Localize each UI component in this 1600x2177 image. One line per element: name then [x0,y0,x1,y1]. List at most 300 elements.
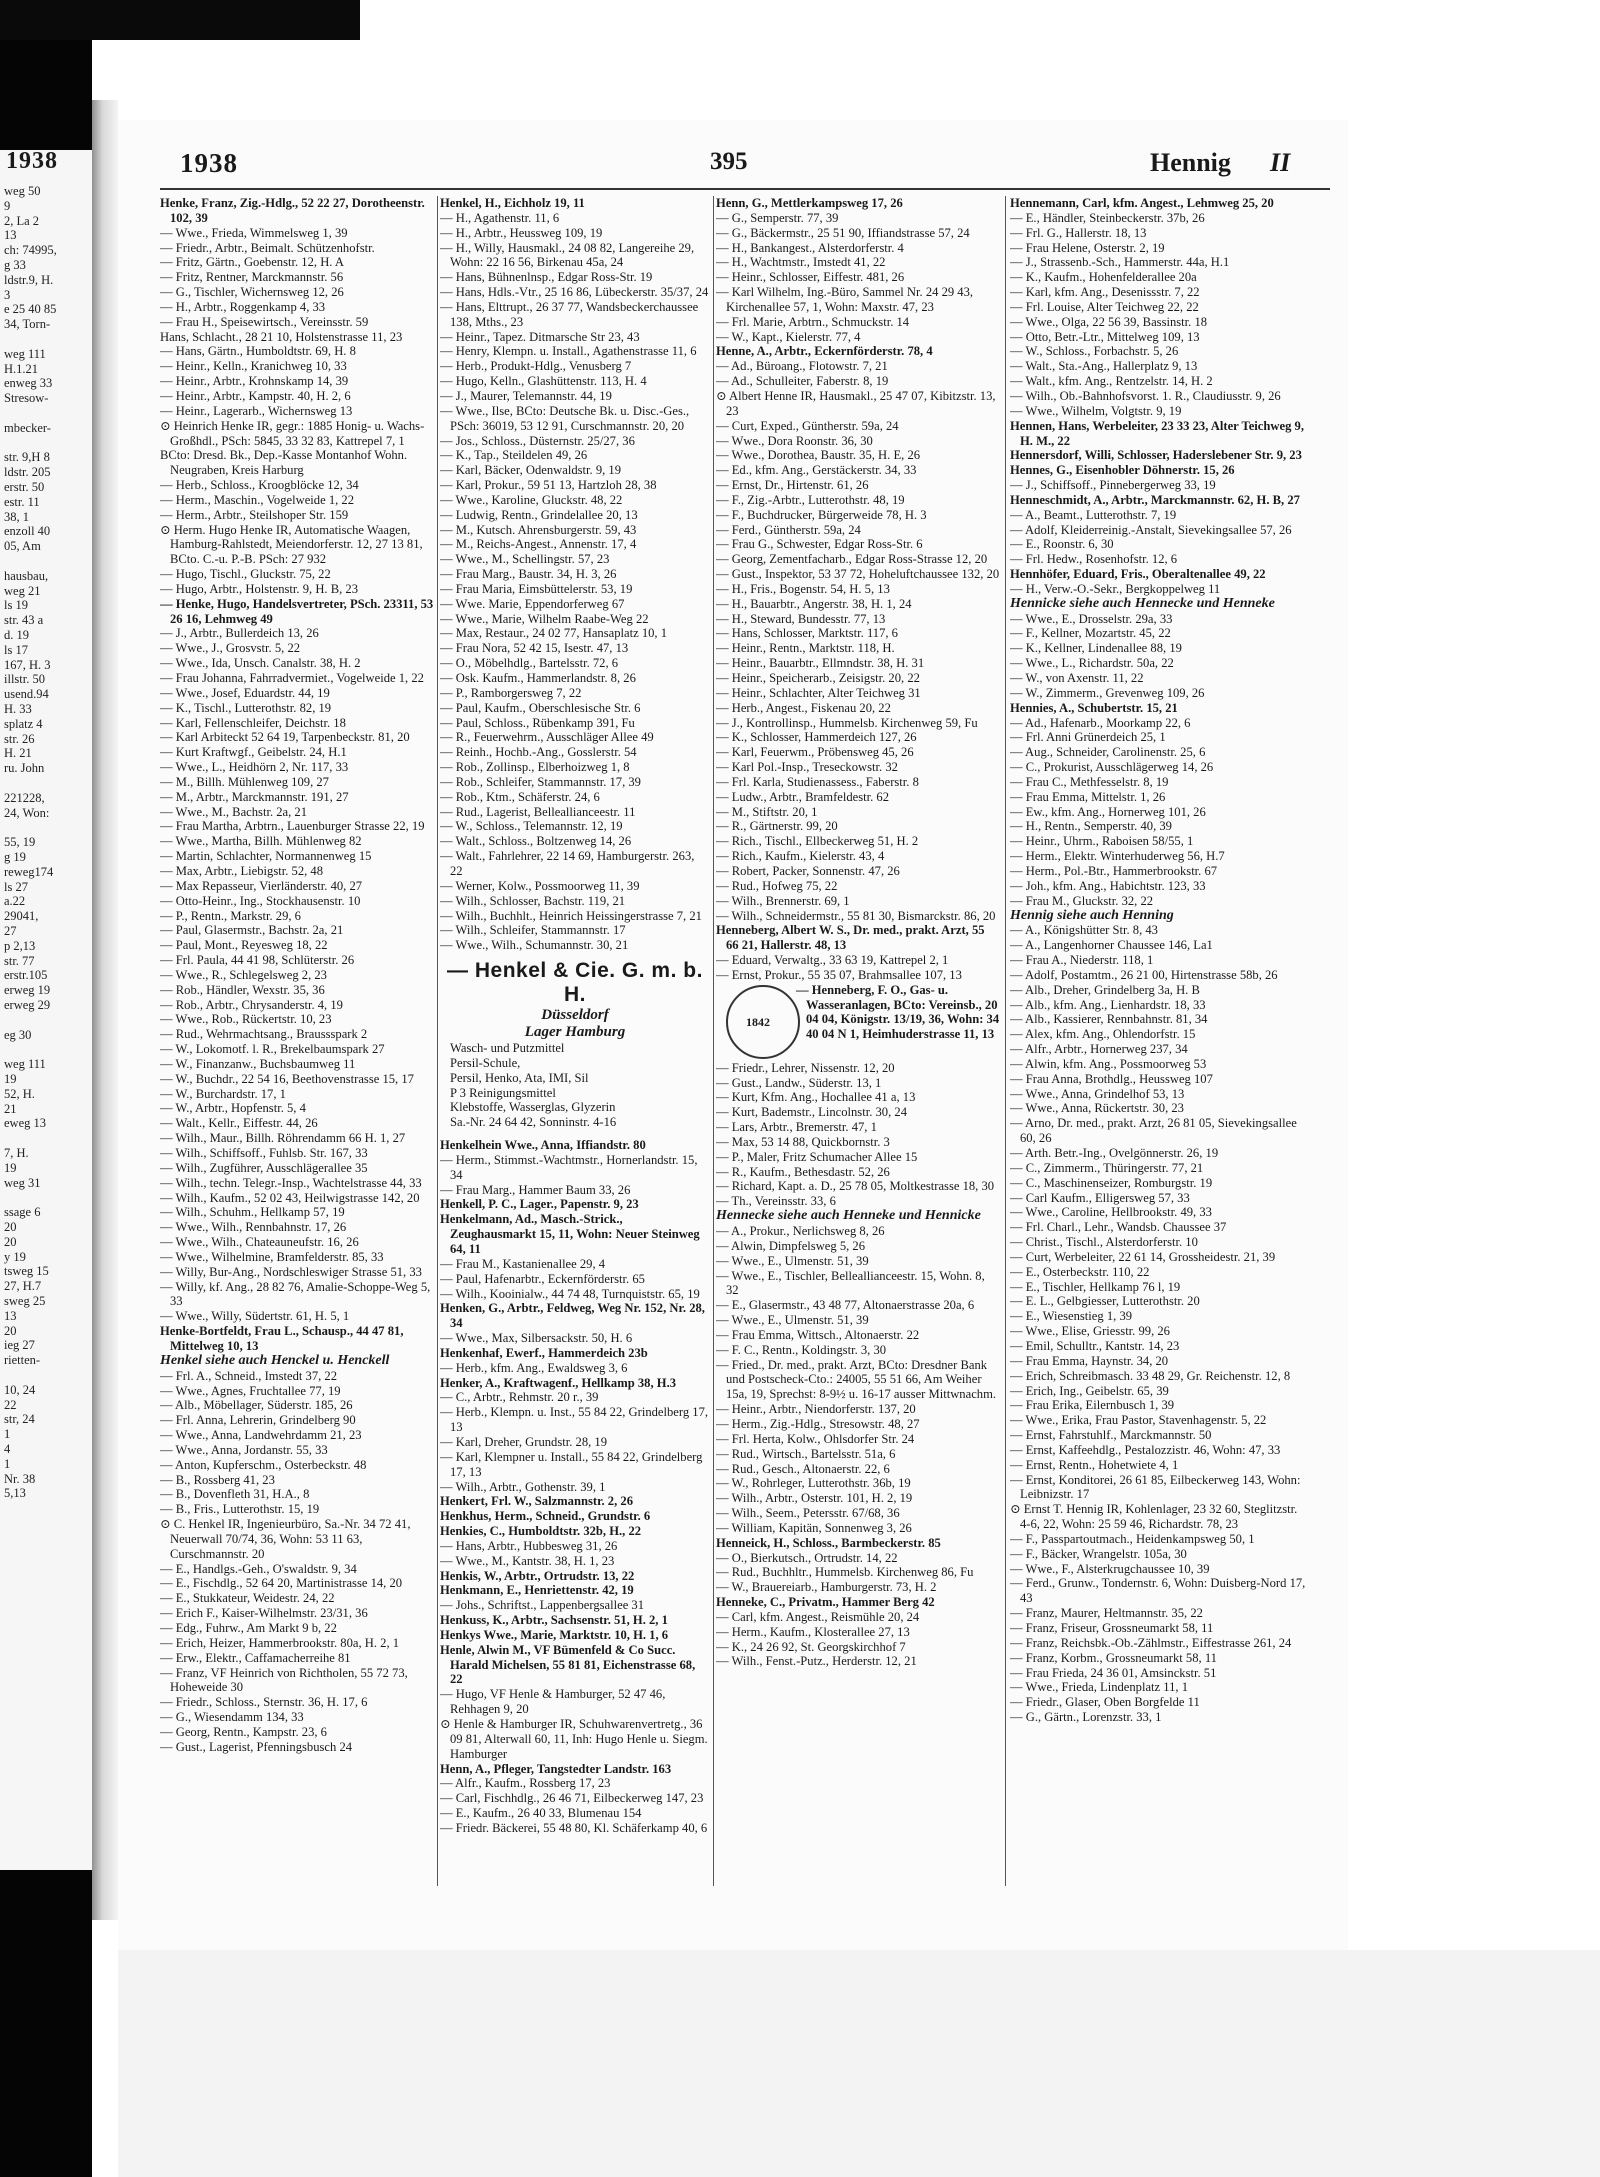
entry-text: — Max, Arbtr., Liebigstr. 52, 48 [160,863,324,878]
adjacent-page-fragment: splatz 4 [4,716,43,731]
entry-text: — Paul, Hafenarbtr., Eckernförderstr. 65 [440,1271,645,1286]
entry-text: — K., Tischl., Lutterothstr. 82, 19 [160,700,332,715]
adjacent-page-fragment: ieg 27 [4,1338,35,1353]
adjacent-page-fragment: ls 19 [4,598,28,613]
entry-text: — Frau M., Gluckstr. 32, 22 [1010,893,1154,908]
directory-entry [1010,849,1310,864]
entry-text: — Frau M., Kastanienallee 29, 4 [440,1256,606,1271]
entry-text: — Wilh., Kooinialw., 44 74 48, Turnquiststr. 65, 19 [440,1286,700,1301]
adjacent-page-fragment: hausbau, [4,568,49,583]
directory-entry [160,953,434,968]
surname-entry [440,1346,710,1361]
directory-entry [160,1473,434,1488]
surname-entry [440,1569,710,1584]
directory-entry [1010,1547,1310,1562]
directory-entry [1010,1146,1310,1161]
entry-text: — Alb., Kassierer, Rennbahnstr. 81, 34 [1010,1012,1208,1027]
directory-entry [160,1027,434,1042]
entry-text: — Wwe., L., Heidhörn 2, Nr. 117, 33 [160,760,349,775]
directory-entry [1010,998,1310,1013]
directory-entry [1010,1072,1310,1087]
directory-entry [160,1636,434,1651]
entry-text: — P., Rentn., Markstr. 29, 6 [160,908,301,923]
entry-text: — Wwe., Ida, Unsch. Canalstr. 38, H. 2 [160,656,361,671]
directory-entry [160,656,434,671]
adjacent-page-fragment: 1 [4,1456,11,1471]
entry-text: — Otto, Betr.-Ltr., Mittelweg 109, 13 [1010,329,1200,344]
directory-entry [160,1562,434,1577]
directory-entry [160,1606,434,1621]
directory-entry [440,805,710,820]
directory-entry [1010,1191,1310,1206]
directory-entry [160,1309,434,1324]
entry-text: — R., Gärtnerstr. 99, 20 [716,819,838,834]
entry-text: — Wilh., Schlosser, Bachstr. 119, 21 [440,893,626,908]
entry-text: Henkell, P. C., Lager., Papenstr. 9, 23 [440,1197,639,1212]
entry-text: — M., Stiftstr. 20, 1 [716,804,818,819]
entry-text: Hennecke siehe auch Henneke und Hennicke [716,1209,981,1224]
entry-text: — Frau Emma, Haynstr. 34, 20 [1010,1353,1169,1368]
surname-entry [1010,463,1310,478]
entry-text: — W., Brauereiarb., Hamburgerstr. 73, H. 2 [716,1580,937,1595]
directory-entry [716,760,1000,775]
directory-entry [160,508,434,523]
entry-text: — M., Arbtr., Marckmannstr. 191, 27 [160,789,349,804]
entry-text: — Paul, Kaufm., Oberschlesische Str. 6 [440,700,641,715]
directory-entry [1010,1695,1310,1710]
directory-entry [160,1220,434,1235]
directory-entry [160,894,434,909]
entry-text: — Rud., Buchhltr., Hummelsb. Kirchenweg 86, Fu [716,1565,974,1580]
entry-text: — Wilh., Brennerstr. 69, 1 [716,893,850,908]
entry-text: — G., Semperstr. 77, 39 [716,210,839,225]
directory-entry [160,701,434,716]
directory-entry [440,1821,710,1836]
entry-text: — E., Handlgs.-Geh., O'swaldstr. 9, 34 [160,1561,357,1576]
directory-entry [716,255,1000,270]
entry-text: — Frau Erika, Eilernbusch 1, 39 [1010,1398,1175,1413]
directory-entry [160,478,434,493]
directory-entry [716,1343,1000,1358]
entry-text: — Karl, Prokur., 59 51 13, Hartzloh 28, 38 [440,478,657,493]
directory-entry [1010,1250,1310,1265]
directory-entry [716,448,1000,463]
entry-text: — Hans, Arbtr., Hubbesweg 31, 26 [440,1538,618,1553]
entry-text: — Max Repasseur, Vierländerstr. 40, 27 [160,878,363,893]
entry-text: — Heinr., Arbtr., Kampstr. 40, H. 2, 6 [160,388,351,403]
cross-reference-entry [1010,597,1310,612]
directory-entry [1010,1606,1310,1621]
directory-entry [1010,1087,1310,1102]
surname-entry [440,1628,710,1643]
directory-entry [1010,879,1310,894]
adjacent-page-fragment: 20 [4,1323,17,1338]
entry-text: — Wwe., Marie, Wilhelm Raabe-Weg 22 [440,611,649,626]
entry-text: — Alwin, Dimpfelsweg 5, 26 [716,1238,866,1253]
entry-text: — O., Möbelhdlg., Bartelsstr. 72, 6 [440,656,619,671]
entry-text: — Friedr., Arbtr., Beimalt. Schützenhofstr. [160,240,375,255]
entry-text: — H., Steward, Bundesstr. 77, 13 [716,611,886,626]
entry-text: — Wwe., Frieda, Lindenplatz 11, 1 [1010,1680,1189,1695]
entry-text: — A., Königshütter Str. 8, 43 [1010,923,1158,938]
directory-entry [1010,552,1310,567]
surname-entry [1010,448,1310,463]
entry-text: — Ad., Hafenarb., Moorkamp 22, 6 [1010,715,1191,730]
entry-text: Hennen, Hans, Werbeleiter, 23 33 23, Alter Teichweg 9, H. M., 22 [1010,418,1304,448]
directory-entry [1010,745,1310,760]
entry-text: Henkies, C., Humboldtstr. 32b, H., 22 [440,1524,642,1539]
directory-entry [716,656,1000,671]
directory-entry [1010,671,1310,686]
directory-entry [160,819,434,834]
entry-text: — G., Wiesendamm 134, 33 [160,1710,304,1725]
directory-entry [440,938,710,953]
directory-entry [716,1179,1000,1194]
directory-entry [440,1554,710,1569]
advertisement-henkel [440,959,710,1130]
directory-entry [440,1450,710,1480]
directory-entry [716,1165,1000,1180]
adjacent-page-fragment: 52, H. [4,1086,35,1101]
ad-line: Persil-Schule, [450,1055,521,1070]
directory-entry [160,1710,434,1725]
adjacent-page-fragment: 7, H. [4,1146,29,1160]
entry-text: — H., Fris., Bogenstr. 54, H. 5, 13 [716,581,890,596]
directory-entry [160,671,434,686]
directory-entry [440,1183,710,1198]
entry-text: — Frau Frieda, 24 36 01, Amsinckstr. 51 [1010,1665,1217,1680]
entry-text: — Hans, Hdls.-Vtr., 25 16 86, Lübeckerstr. 35/37, 24 [440,285,709,300]
directory-entry [160,834,434,849]
entry-text: — Franz, Friseur, Grossneumarkt 58, 11 [1010,1621,1214,1635]
directory-entry [440,552,710,567]
directory-entry [1010,775,1310,790]
entry-text: — Paul, Schloss., Rübenkamp 391, Fu [440,715,635,730]
entry-text: — Ferd., Güntherstr. 59a, 24 [716,522,861,537]
entry-text: Henkel, H., Eichholz 19, 11 [440,196,585,210]
adjacent-page-fragment: 38, 1 [4,509,29,524]
directory-entry [440,1435,710,1450]
entry-text: — Herm., Maschin., Vogelweide 1, 22 [160,492,355,507]
directory-entry [440,478,710,493]
surname-entry [716,1595,1000,1610]
entry-text: — Frau Emma, Wittsch., Altonaerstr. 22 [716,1327,920,1342]
directory-entry [716,834,1000,849]
entry-text: — E., Wiesenstieg 1, 39 [1010,1309,1133,1324]
adjacent-page-fragment: enzoll 40 [4,524,51,539]
entry-text: — Heinr., Schlachter, Alter Teichweg 31 [716,685,921,700]
directory-entry [160,909,434,924]
entry-text: Henkelhein Wwe., Anna, Iffiandstr. 80 [440,1138,646,1153]
entry-text: Henle, Alwin M., VF Bümenfeld & Co Succ. Harald Michelsen, 55 81 81, Eichenstrasse 68, 22 [440,1642,696,1687]
adjacent-page-sliver [0,150,92,1870]
directory-entry [1010,716,1310,731]
entry-text: — C., Prokurist, Ausschlägerweg 14, 26 [1010,760,1214,775]
entry-text: — B., Dovenfleth 31, H.A., 8 [160,1487,310,1502]
entry-text: Hennicke siehe auch Hennecke und Henneke [1010,596,1275,611]
entry-text: Henneschmidt, A., Arbtr., Marckmannstr. 62, H. B, 27 [1010,492,1300,507]
adjacent-page-fragment: weg 31 [4,1175,41,1190]
entry-text: — W., Rohrleger, Lutterothstr. 36b, 19 [716,1476,911,1491]
entry-text: — A., Langenhorner Chaussee 146, La1 [1010,938,1213,953]
entry-text: — Herm., Elektr. Winterhuderweg 56, H.7 [1010,849,1225,864]
entry-text: — Martin, Schlachter, Normannenweg 15 [160,849,372,864]
directory-entry [1010,1339,1310,1354]
entry-text: — K., 24 26 92, St. Georgskirchhof 7 [716,1639,906,1654]
directory-entry [440,790,710,805]
surname-entry [440,1494,710,1509]
entry-text: — H., Willy, Hausmakl., 24 08 82, Langereihe 29, Wohn: 22 16 56, Birkenau 45a, 24 [440,240,695,270]
entry-text: — Joh., kfm. Ang., Habichtstr. 123, 33 [1010,878,1206,893]
entry-text: — Henry, Klempn. u. Install., Agathenstrasse 11, 6 [440,344,697,359]
entry-text: — Wwe., Martha, Billh. Mühlenweg 82 [160,834,362,849]
directory-entry [716,1313,1000,1328]
entry-text: — Frl. G., Hallerstr. 18, 13 [1010,225,1147,240]
directory-entry [440,1390,710,1405]
directory-entry [160,1116,434,1131]
directory-entry [160,1517,434,1562]
entry-text: — Heinr., Arbtr., Niendorferstr. 137, 20 [716,1402,916,1417]
adjacent-page-fragment: erweg 19 [4,983,51,998]
directory-entry [440,745,710,760]
entry-text: — Frau A., Niederstr. 118, 1 [1010,953,1154,968]
adjacent-page-fragment: reweg174 [4,864,54,879]
entry-text: — Georg, Rentn., Kampstr. 23, 6 [160,1724,327,1739]
adjacent-page-fragment: 10, 24 [4,1382,36,1397]
ad-line: Klebstoffe, Wasserglas, Glyzerin [450,1100,616,1115]
entry-text: — Frau H., Speisewirtsch., Vereinsstr. 59 [160,314,369,329]
directory-entry [160,805,434,820]
directory-entry [1010,1235,1310,1250]
entry-text: — Kurt, Bademstr., Lincolnstr. 30, 24 [716,1105,907,1120]
adjacent-page-fragment: eg 30 [4,1027,32,1042]
entry-text: — Frl. Herta, Kolw., Ohlsdorfer Str. 24 [716,1431,915,1446]
directory-entry [716,1239,1000,1254]
directory-entry [1010,1458,1310,1473]
directory-entry [160,1591,434,1606]
directory-entry [160,448,434,478]
entry-text: — K., Schlosser, Hammerdeich 127, 26 [716,730,917,745]
surname-entry [160,597,434,627]
entry-text: — Ad., Schulleiter, Faberstr. 8, 19 [716,374,889,389]
adjacent-page-fragment: Nr. 38 [4,1471,36,1486]
surname-entry [716,344,1000,359]
entry-text: — Heinr., Kelln., Kranichweg 10, 33 [160,359,347,374]
surname-entry [440,1613,710,1628]
cross-reference-entry [1010,909,1310,924]
book-fold-gutter [92,100,118,1920]
directory-entry [1010,923,1310,938]
surname-entry [440,1212,710,1257]
entry-text: — E., Händler, Steinbeckerstr. 37b, 26 [1010,210,1205,225]
entry-text: — Ew., kfm. Ang., Hornerweg 101, 26 [1010,804,1206,819]
directory-entry [716,211,1000,226]
entry-text: — Franz, Reichsbk.-Ob.-Zählmstr., Eiffestrasse 261, 24 [1010,1635,1292,1650]
directory-entry [440,1539,710,1554]
adjacent-page-fragment: weg 111 [4,346,46,361]
directory-entry [1010,1443,1310,1458]
directory-entry [716,463,1000,478]
entry-text: — Karl, Fellenschleifer, Deichstr. 18 [160,715,346,730]
entry-text: — Wilh., Schleifer, Stammannstr. 17 [440,923,626,938]
directory-entry [440,760,710,775]
entry-text: — Walt., Schloss., Boltzenweg 14, 26 [440,834,632,849]
directory-entry [440,879,710,894]
entry-text: — F., Buchdrucker, Bürgerweide 78, H. 3 [716,507,927,522]
entry-text: — Werner, Kolw., Possmoorweg 11, 39 [440,878,640,893]
entry-text: Henkert, Frl. W., Salzmannstr. 2, 26 [440,1494,633,1509]
entry-text: — Herb., Angest., Fiskenau 20, 22 [716,700,891,715]
directory-entry [1010,686,1310,701]
adjacent-page-fragment: usend.94 [4,687,49,702]
adjacent-page-fragment: y 19 [4,1249,26,1264]
entry-text: — Frl. Marie, Arbtrn., Schmuckstr. 14 [716,314,910,329]
entry-text: — Paul, Mont., Reyesweg 18, 22 [160,938,328,953]
entry-text: — Franz, VF Heinrich von Richtholen, 55 72 73, Hoheweide 30 [160,1665,408,1695]
adjacent-page-fragment: 24, Won: [4,805,50,820]
directory-entry [440,285,710,300]
directory-entry [160,1265,434,1280]
adjacent-page-fragment: 2, La 2 [4,213,40,228]
surname-entry [440,1583,710,1598]
entry-text: — Heinr., Arbtr., Krohnskamp 14, 39 [160,374,349,389]
directory-entry [160,419,434,449]
directory-entry [716,1328,1000,1343]
entry-text: — A., Prokur., Nerlichsweg 8, 26 [716,1224,885,1238]
entry-text: — Frl. Charl., Lehr., Wandsb. Chaussee 37 [1010,1220,1227,1235]
directory-entry [1010,1369,1310,1384]
entry-text: — B., Fris., Lutterothstr. 15, 19 [160,1502,320,1517]
entry-text: Hennhöfer, Eduard, Fris., Oberaltenallee 49, 22 [1010,567,1266,582]
directory-entry [160,1621,434,1636]
adjacent-page-fragment: 1 [4,1427,11,1442]
header-rule [160,188,1330,190]
adjacent-page-fragment: p 2,13 [4,938,36,953]
adjacent-page-fragment: 27, H.7 [4,1279,42,1294]
directory-entry [440,330,710,345]
entry-text: — Adolf, Postamtm., 26 21 00, Hirtenstrasse 58b, 26 [1010,967,1278,982]
entry-text: — Wilh., Kaufm., 52 02 43, Heilwigstrasse 142, 20 [160,1190,420,1205]
directory-entry [716,1298,1000,1313]
entry-text: — M., Billh. Mühlenweg 109, 27 [160,774,329,789]
surname-entry [440,1301,710,1331]
entry-text: — Herm., Pol.-Btr., Hammerbrookstr. 67 [1010,863,1218,878]
directory-entry [440,582,710,597]
directory-entry [1010,315,1310,330]
directory-entry [716,1521,1000,1536]
adjacent-page-fragment: 20 [4,1220,17,1234]
directory-entry [1010,1621,1310,1636]
directory-entry [1010,894,1310,909]
column-divider [1005,196,1006,1886]
directory-entry [716,849,1000,864]
entry-text: — F., Kellner, Mozartstr. 45, 22 [1010,626,1171,641]
directory-entry [716,241,1000,256]
directory-entry [160,404,434,419]
directory-entry [716,374,1000,389]
directory-entry [716,493,1000,508]
entry-text: — Erich, Schreibmasch. 33 48 29, Gr. Reichenstr. 12, 8 [1010,1368,1291,1383]
directory-entry [716,864,1000,879]
entry-text: — Frau Johanna, Fahrradvermiet., Vogelweide 1, 22 [160,671,424,685]
entry-text: — Friedr. Bäckerei, 55 48 80, Kl. Schäferkamp 40, 6 [440,1820,708,1835]
adjacent-page-fragment: e 25 40 85 [4,302,57,317]
directory-entry [1010,1532,1310,1547]
directory-entry [716,1358,1000,1403]
entry-text: Henkis, W., Arbtr., Ortrudstr. 13, 22 [440,1568,635,1583]
entry-text: — Franz, Maurer, Heltmannstr. 35, 22 [1010,1606,1203,1621]
entry-text: — Walt., Kellr., Eiffestr. 44, 26 [160,1116,318,1131]
entry-text: — Ferd., Grunw., Tondernstr. 6, Wohn: Duisberg-Nord 17, 43 [1010,1576,1306,1606]
surname-entry [440,1197,710,1212]
directory-entry [1010,834,1310,849]
directory-entry [160,775,434,790]
directory-entry [160,1695,434,1710]
adjacent-page-fragment: sweg 25 [4,1294,46,1308]
entry-text: — Ernst, Rentn., Hohetwiete 4, 1 [1010,1457,1179,1472]
directory-entry [1010,537,1310,552]
entry-text: — Wwe., Frieda, Wimmelsweg 1, 39 [160,225,348,240]
header-running-numeral: II [1270,148,1291,177]
surname-entry [440,1643,710,1688]
directory-entry [160,879,434,894]
adjacent-page-fragment: tsweg 15 [4,1264,49,1279]
entry-text: — P., Maler, Fritz Schumacher Allee 15 [716,1149,918,1164]
adjacent-page-fragment: H. 33 [4,702,32,716]
entry-text: — Heinr., Schlosser, Eiffestr. 481, 26 [716,270,905,285]
directory-entry [716,716,1000,731]
directory-entry [440,1791,710,1806]
directory-entry [160,745,434,760]
entry-text: — Herm., Kaufm., Klosterallee 27, 13 [716,1624,910,1639]
directory-entry [1010,1161,1310,1176]
column-divider [437,196,438,1886]
directory-entry [160,300,434,315]
entry-text: — Wilh., techn. Telegr.-Insp., Wachtelstrasse 44, 33 [160,1175,422,1190]
directory-entry [160,998,434,1013]
entry-text: — Frl. Karla, Studienassess., Faberstr. 8 [716,774,919,789]
surname-entry [1010,419,1310,449]
directory-entry [160,493,434,508]
adjacent-page-fragment: 13 [4,1308,17,1323]
directory-entry [1010,582,1310,597]
entry-text: — Otto-Heinr., Ing., Stockhausenstr. 10 [160,893,361,908]
entry-text: — Wwe., Dorothea, Baustr. 35, H. E, 26 [716,448,921,463]
cross-reference-entry [716,1209,1000,1224]
directory-entry [1010,1205,1310,1220]
entry-text: — Herm., Zig.-Hdlg., Stresowstr. 48, 27 [716,1416,920,1431]
directory-entry [160,1651,434,1666]
directory-entry [716,1269,1000,1299]
directory-entry [440,344,710,359]
entry-text: — Wwe., L., Richardstr. 50a, 22 [1010,656,1174,671]
entry-text: — Wwe. Marie, Eppendorferweg 67 [440,596,625,611]
entry-text: Henke-Bortfeldt, Frau L., Schausp., 44 47 81, Mittelweg 10, 13 [160,1324,404,1353]
entry-text: — Karl Wilhelm, Ing.-Büro, Sammel Nr. 24 29 43, Kirchenallee 57, 1, Wohn: Maxstr. 47, 23 [716,285,974,314]
directory-entry [440,493,710,508]
directory-entry [716,1580,1000,1595]
directory-entry [716,1625,1000,1640]
entry-text: — Wwe., E., Drosselstr. 29a, 33 [1010,611,1173,626]
entry-text: — Heinr., Speicherarb., Zeisigstr. 20, 22 [716,671,920,685]
surname-entry [160,196,434,226]
entry-text: BCto: Dresd. Bk., Dep.-Kasse Montanhof Wohn. Neugraben, Kreis Harburg [160,448,408,478]
entry-text: Henkenhaf, Ewerf., Hammerdeich 23b [440,1345,648,1360]
directory-entry [716,805,1000,820]
directory-entry [716,1402,1000,1417]
entry-text: — E., Tischler, Hellkamp 76 l, 19 [1010,1279,1181,1294]
surname-entry [440,1524,710,1539]
